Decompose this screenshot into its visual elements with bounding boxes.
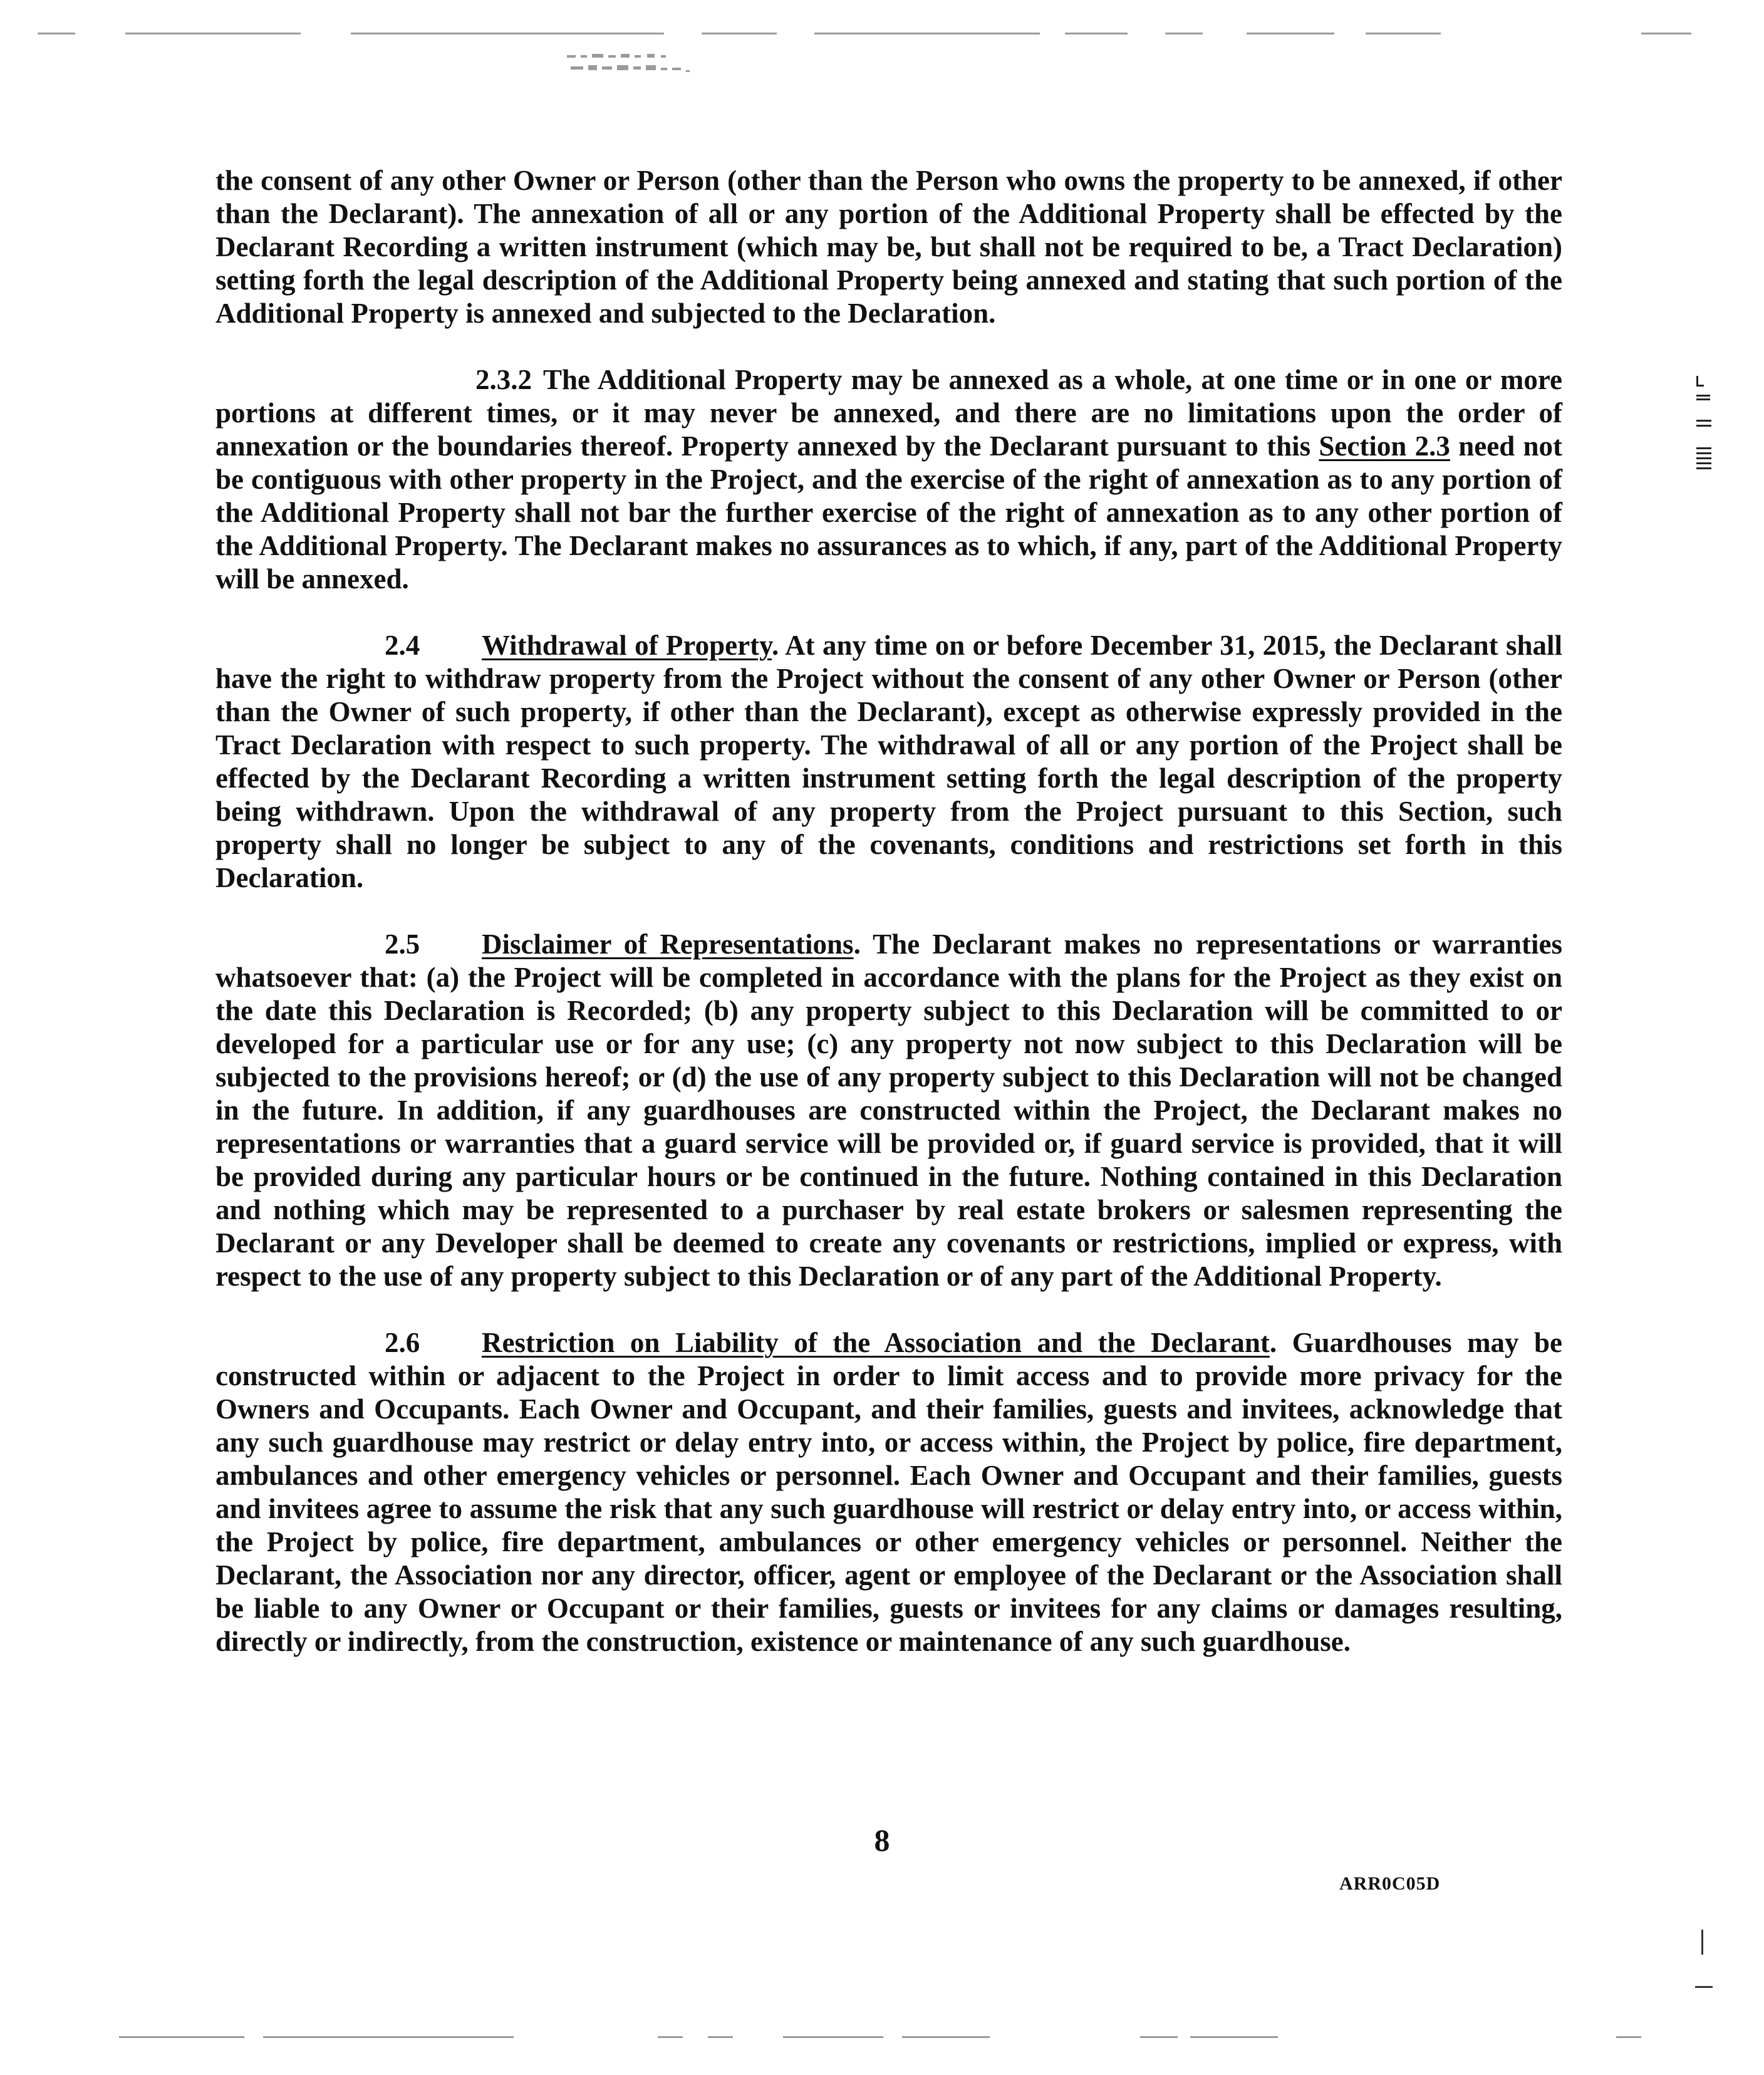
- margin-mark: [1695, 1986, 1713, 1988]
- scan-artifact-line: [1165, 33, 1203, 34]
- section-number: 2.6: [385, 1327, 420, 1358]
- margin-mark: [1701, 1930, 1703, 1955]
- section-number: 2.4: [385, 630, 420, 661]
- scan-artifact-line: [1140, 2036, 1178, 2038]
- scan-artifact-line: [902, 2036, 990, 2038]
- paragraph-2-3-2: [215, 363, 1562, 596]
- paragraph-text: the consent of any other Owner or Person (other than the Person who owns the property to be annexed, if other than the Declarant). The annexation of all or any portion of the Additional Property shall be effected by the Declarant Recording a written instrument (which may be, but shall not be required to be, a Tract Declaration) setting forth the legal description of the Additional Property being annexed and stating that such portion of the Additional Property is annexed and subjected to the Declaration.: [215, 165, 1562, 329]
- scan-artifact-line: [1190, 2036, 1278, 2038]
- scan-artifact-line: [38, 33, 75, 34]
- document-body: [215, 164, 1562, 1692]
- scan-artifact-line: [351, 33, 664, 34]
- scan-artifact-line: [263, 2036, 514, 2038]
- section-heading: Restriction on Liability of the Association and the Declarant: [482, 1327, 1270, 1358]
- paragraph-annexation-continued: [215, 164, 1562, 330]
- paragraph-text: The Additional Property may be annexed as a whole, at one time or in one or more portions at different times, or it may never be annexed, and there are no limitations upon the order of annexation or the boundaries thereof. Property annexed by the Declarant pursuant to this: [215, 364, 1562, 462]
- paragraph-text: need not be contiguous with other property in the Project, and the exercise of the right of annexation as to any portion of the Additional Property shall not bar the further exercise of the right of annexation as to any other portion of the Additional Property. The Declarant makes no assurances as to which, if any, part of the Additional Property will be annexed.: [215, 430, 1563, 595]
- scan-artifact-line: [702, 33, 777, 34]
- section-heading: Withdrawal of Property: [482, 630, 772, 661]
- paragraph-text: . The Declarant makes no representations or warranties whatsoever that: (a) the Project will be completed in accordance with the plans for the Project as they exist on the date this Declaration is Recorded; (b) any property subject to this Declaration will be committed to or developed for a particular use or for any use; (c) any property not now subject to this Declaration will be subjected to the provisions hereof; or (d) the use of any property subject to this Declaration will not be changed in the future. In addition, if any guardhouses are constructed within the Project, the Declarant makes no representations or warranties that a guard service will be provided or, if guard service is provided, that it will be provided during any particular hours or be continued in the future. Nothing contained in this Declaration and nothing which may be represented to a purchaser by real estate brokers or salesmen representing the Declarant or any Developer shall be deemed to create any covenants or restrictions, implied or express, with respect to the use of any property subject to this Declaration or of any part of the Additional Property.: [215, 928, 1562, 1292]
- scan-artifact-line: [1065, 33, 1128, 34]
- paragraph-text: . At any time on or before December 31, 2015, the Declarant shall have the right to withdraw property from the Project without the consent of any other Owner or Person (other than the Owner of such property, if other than the Declarant), except as otherwise expressly provided in the Tract Declaration with respect to such property. The withdrawal of all or any portion of the Project shall be effected by the Declarant Recording a written instrument setting forth the legal description of the property being withdrawn. Upon the withdrawal of any property from the Project pursuant to this Section, such property shall no longer be subject to any of the covenants, conditions and restrictions set forth in this Declaration.: [215, 630, 1562, 893]
- section-reference: Section 2.3: [1319, 430, 1450, 462]
- section-number: 2.5: [385, 928, 420, 960]
- paragraph-2-5: [215, 928, 1562, 1293]
- paragraph-text: . Guardhouses may be constructed within or adjacent to the Project in order to limit access and to provide more privacy for the Owners and Occupants. Each Owner and Occupant, and their families, guests and invitees, acknowledge that any such guardhouse may restrict or delay entry into, or access within, the Project by police, fire department, ambulances and other emergency vehicles or personnel. Each Owner and Occupant and their families, guests and invitees agree to assume the risk that any such guardhouse will restrict or delay entry into, or access within, the Project by police, fire department, ambulances or other emergency vehicles or personnel. Neither the Declarant, the Association nor any director, officer, agent or employee of the Declarant or the Association shall be liable to any Owner or Occupant or their families, guests or invitees for any claims or damages resulting, directly or indirectly, from the construction, existence or maintenance of any such guardhouse.: [215, 1327, 1562, 1657]
- scan-artifact-line: [1366, 33, 1441, 34]
- page-number: 8: [874, 1823, 890, 1858]
- scan-artifact-line: [814, 33, 1040, 34]
- section-number: 2.3.2: [475, 364, 532, 395]
- scan-artifact-line: [119, 2036, 244, 2038]
- margin-marks-image: [1695, 376, 1714, 482]
- scan-artifact-line: [125, 33, 301, 34]
- scan-artifact-line: [708, 2036, 733, 2038]
- paragraph-2-4: [215, 629, 1562, 895]
- section-heading: Disclaimer of Representations: [482, 928, 854, 960]
- scan-artifact-line: [1641, 33, 1691, 34]
- scan-artifact-line: [783, 2036, 883, 2038]
- document-code: ARR0C05D: [1339, 1873, 1441, 1894]
- scan-artifact-line: [1616, 2036, 1641, 2038]
- header-stamp-image: [567, 53, 742, 78]
- scan-artifact-line: [1247, 33, 1334, 34]
- scan-artifact-line: [658, 2036, 683, 2038]
- paragraph-2-6: [215, 1326, 1562, 1658]
